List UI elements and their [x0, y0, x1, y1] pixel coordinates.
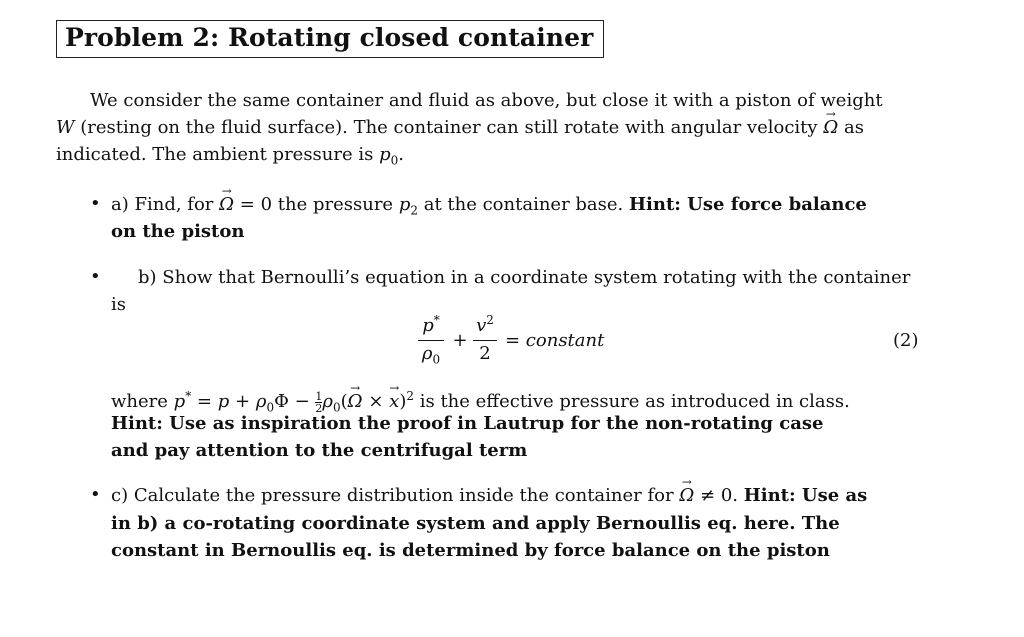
item-c-line-2: [111, 510, 840, 538]
intro-line-2: [56, 114, 864, 142]
intro-line-1-text: We consider the same container and fluid as above, but close it with a piston of weight: [90, 90, 883, 111]
eq-fraction-line-2: [473, 340, 497, 341]
eq-denominator-rho: [418, 343, 444, 367]
item-b-hint-line-1: [111, 410, 824, 438]
item-a-text-2: = 0 the pressure: [239, 194, 394, 215]
where-star: *: [185, 389, 192, 403]
intro-line-3-end: .: [398, 144, 405, 165]
where-phi: Φ: [274, 391, 289, 412]
item-a-hint-2: on the piston: [111, 221, 245, 242]
base-pressure-sub: 2: [410, 203, 418, 218]
intro-line-3: [56, 141, 404, 175]
ambient-pressure-sub: 0: [390, 153, 399, 168]
eq-p: p: [422, 315, 434, 336]
where-tail: is the effective pressure as introduced in class.: [419, 391, 850, 412]
eq-rho-sub: 0: [432, 352, 441, 367]
item-a-hint: Hint: Use force balance: [629, 194, 867, 215]
where-p2: p: [217, 391, 230, 412]
eq-plus: [452, 330, 468, 351]
item-c-line-1: [111, 482, 867, 510]
omega-vector-symbol: → Ω: [348, 388, 363, 416]
eq-numerator-v: [473, 313, 497, 336]
where-plus: +: [235, 391, 251, 412]
where-p: p: [173, 391, 186, 412]
intro-line-2-as: as: [843, 117, 864, 138]
equation-number: (2): [893, 330, 919, 351]
item-b-text-2: is: [111, 294, 126, 315]
ambient-pressure-symbol: p: [379, 144, 391, 165]
item-c-hint-2: in b) a co-rotating coordinate system and apply Bernoullis eq. here. The: [111, 513, 840, 534]
item-c-text-1: c) Calculate the pressure distribution inside the container for: [111, 485, 674, 506]
bullet-a: •: [90, 193, 101, 214]
eq-constant: = constant: [505, 330, 605, 351]
eq-denominator-2: [473, 343, 497, 364]
eq-star: *: [433, 313, 440, 327]
item-c-text-2: ≠ 0.: [700, 485, 738, 506]
where-sq: 2: [406, 389, 414, 403]
intro-line-3-text: indicated. The ambient pressure is: [56, 144, 374, 165]
item-b-line-1: [138, 264, 910, 292]
eq-v-sq: 2: [486, 313, 494, 327]
item-a-text-1: a) Find, for: [111, 194, 214, 215]
page-title: Problem 2: Rotating closed container: [65, 23, 594, 52]
omega-vector-symbol: → Ω: [679, 482, 694, 510]
item-c-line-3: [111, 537, 830, 565]
x-vector-symbol: → x: [389, 388, 399, 416]
base-pressure-symbol: p: [398, 194, 411, 215]
half-den: 2: [315, 401, 323, 415]
weight-symbol: W: [56, 117, 75, 138]
half-num: 1: [315, 389, 323, 403]
where-times: ×: [368, 391, 384, 412]
where-rho2-sub: 0: [333, 400, 341, 415]
bullet-c: •: [90, 484, 101, 505]
eq-fraction-line-1: [418, 340, 444, 341]
omega-vector-symbol: → Ω: [823, 114, 838, 142]
bullet-b: •: [90, 266, 101, 287]
item-b-text-1: b) Show that Bernoulli’s equation in a coordinate system rotating with the container: [138, 267, 911, 288]
item-b-hint-1: Hint: Use as inspiration the proof in Lautrup for the non-rotating case: [111, 413, 824, 434]
eq-numerator-p: [418, 313, 444, 336]
omega-vector-symbol: → Ω: [219, 191, 234, 219]
item-c-hint-1: Hint: Use as: [743, 485, 868, 506]
item-c-hint-3: constant in Bernoullis eq. is determined by force balance on the piston: [111, 540, 830, 561]
where-eq: =: [196, 391, 213, 412]
where-minus: −: [294, 391, 310, 412]
where-text: where: [111, 391, 168, 412]
intro-line-2-text: (resting on the fluid surface). The container can still rotate with angular velocity: [80, 117, 818, 138]
item-b-hint-2: and pay attention to the centrifugal term: [111, 440, 528, 461]
where-rho: ρ: [255, 391, 267, 412]
eq-rhs: [505, 330, 604, 351]
item-a-line-2: [111, 218, 244, 246]
eq-rho: ρ: [421, 343, 433, 364]
where-lparen: (: [340, 391, 348, 412]
eq-v: v: [476, 315, 487, 336]
where-rho2: ρ: [322, 391, 333, 412]
item-a-text-3: at the container base.: [423, 194, 624, 215]
title-box: [56, 20, 604, 58]
eq-plus-sign: +: [452, 330, 468, 351]
eq-two: 2: [479, 343, 491, 364]
where-rparen: ): [399, 391, 407, 412]
item-b-hint-line-2: [111, 437, 527, 465]
item-b-line-2: [111, 291, 126, 319]
where-rho-sub: 0: [266, 400, 275, 415]
intro-line-1: [90, 87, 883, 115]
